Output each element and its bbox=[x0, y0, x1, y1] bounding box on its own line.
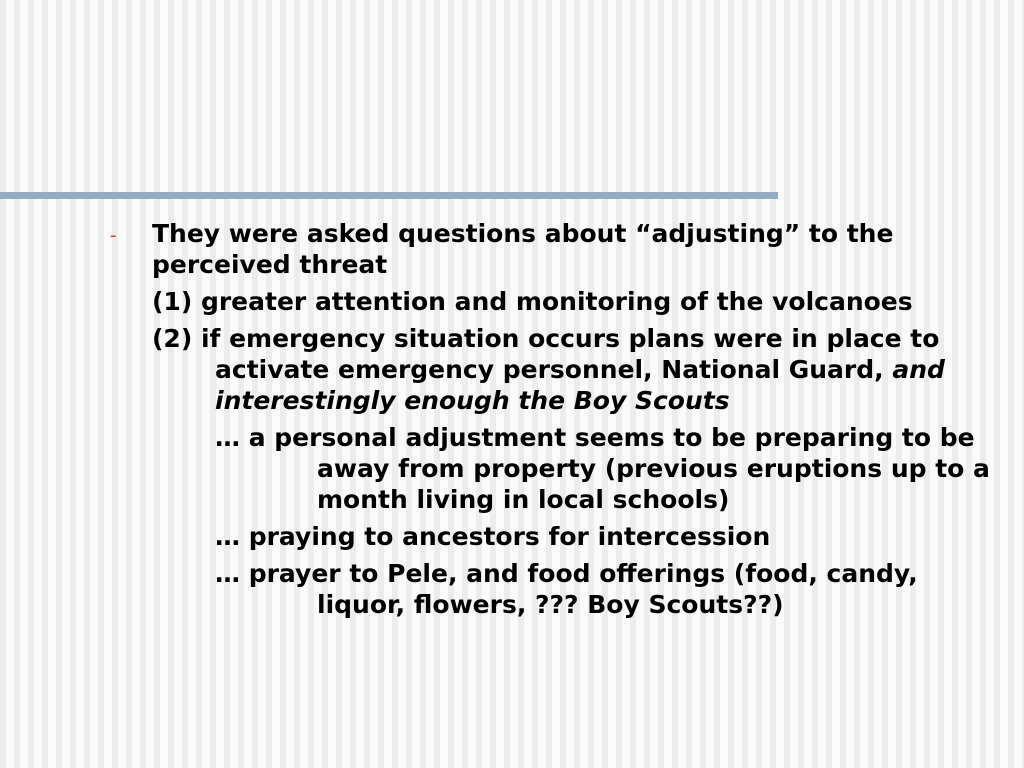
sub-item-2 bbox=[215, 521, 1010, 552]
sub-item-3 bbox=[215, 558, 1010, 620]
list-item-1 bbox=[152, 286, 1010, 317]
item-2-text: (2) if emergency situation occurs plans were in place to activate emergency personnel, National Guard, bbox=[152, 324, 940, 384]
sub-item-1 bbox=[215, 422, 1010, 515]
bullet-dash-icon: - bbox=[110, 225, 117, 246]
sub-item-3-text: … prayer to Pele, and food offerings (food, candy, liquor, flowers, ??? Boy Scouts??) bbox=[215, 559, 918, 619]
item-2-italic-text: and interestingly enough the Boy Scouts bbox=[215, 355, 945, 415]
slide-body bbox=[110, 218, 1010, 620]
intro-text: They were asked questions about “adjusting” to the perceived threat bbox=[152, 219, 894, 279]
sub-item-1-text: … a personal adjustment seems to be preparing to be away from property (previous eruptions up to a month living in local schools) bbox=[215, 423, 990, 514]
item-1-text: (1) greater attention and monitoring of the volcanoes bbox=[152, 287, 913, 316]
sub-item-2-text: … praying to ancestors for intercession bbox=[215, 522, 771, 551]
bullet-intro bbox=[110, 218, 1010, 280]
title-divider-bar bbox=[0, 192, 778, 199]
list-item-2 bbox=[152, 323, 1010, 416]
